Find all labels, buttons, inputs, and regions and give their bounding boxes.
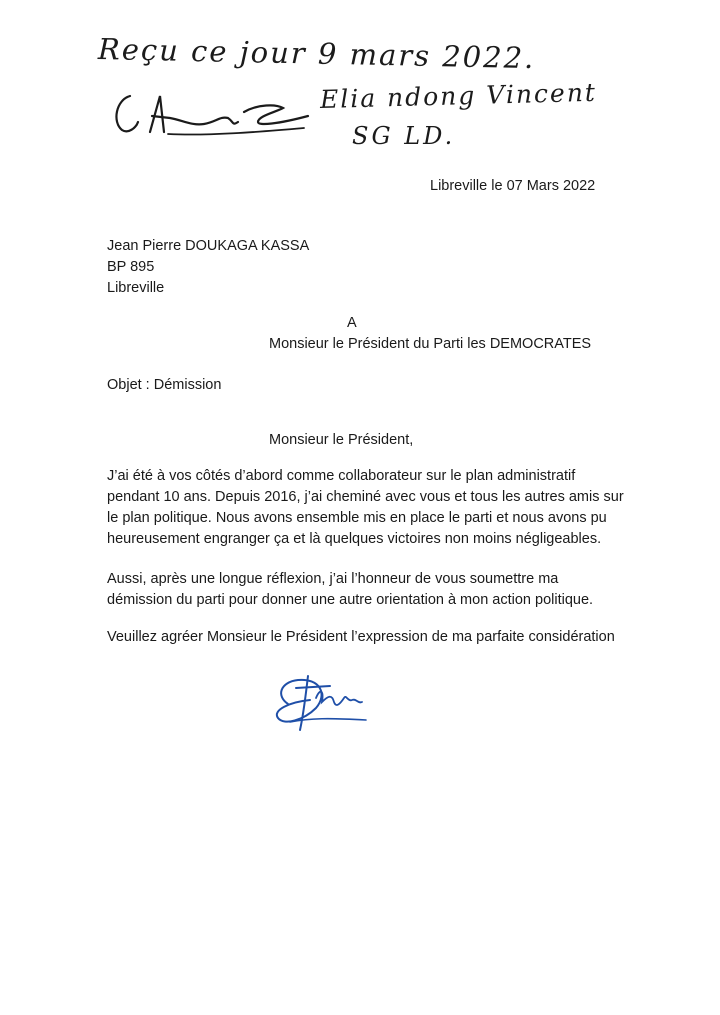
body-paragraph-1	[107, 466, 624, 550]
signature	[270, 668, 380, 736]
recipient-prefix: A	[347, 315, 357, 331]
paragraph-line: J’ai été à vos côtés d’abord comme collaborateur sur le plan administratif	[107, 468, 576, 484]
handwritten-title-line: SG LD.	[352, 122, 456, 150]
sender-po-box: BP 895	[107, 259, 155, 275]
handwritten-name-line: Elia ndong Vincent	[319, 77, 598, 114]
paragraph-line: Aussi, après une longue réflexion, j’ai l’honneur de vous soumettre ma	[107, 571, 559, 587]
closing-formula: Veuillez agréer Monsieur le Président l’expression de ma parfaite considération	[107, 629, 615, 645]
handwritten-initials	[108, 82, 318, 144]
handwritten-receipt-line: Reçu ce jour 9 mars 2022.	[97, 32, 536, 76]
paragraph-line: le plan politique. Nous avons ensemble mis en place le parti et nous avons pu	[107, 510, 607, 526]
paragraph-line: pendant 10 ans. Depuis 2016, j’ai cheminé avec vous et tous les autres amis sur	[107, 489, 624, 505]
letter-subject: Objet : Démission	[107, 377, 222, 393]
paragraph-line: démission du parti pour donner une autre orientation à mon action politique.	[107, 592, 594, 608]
body-paragraph-2	[107, 569, 593, 611]
letter-date: Libreville le 07 Mars 2022	[430, 178, 596, 194]
recipient-name: Monsieur le Président du Parti les DEMOCRATES	[269, 336, 592, 352]
paragraph-line: heureusement engranger ça et là quelques victoires non moins négligeables.	[107, 531, 602, 547]
sender-address	[107, 236, 309, 299]
salutation: Monsieur le Président,	[269, 432, 414, 448]
sender-name: Jean Pierre DOUKAGA KASSA	[107, 238, 310, 254]
sender-city: Libreville	[107, 280, 165, 296]
